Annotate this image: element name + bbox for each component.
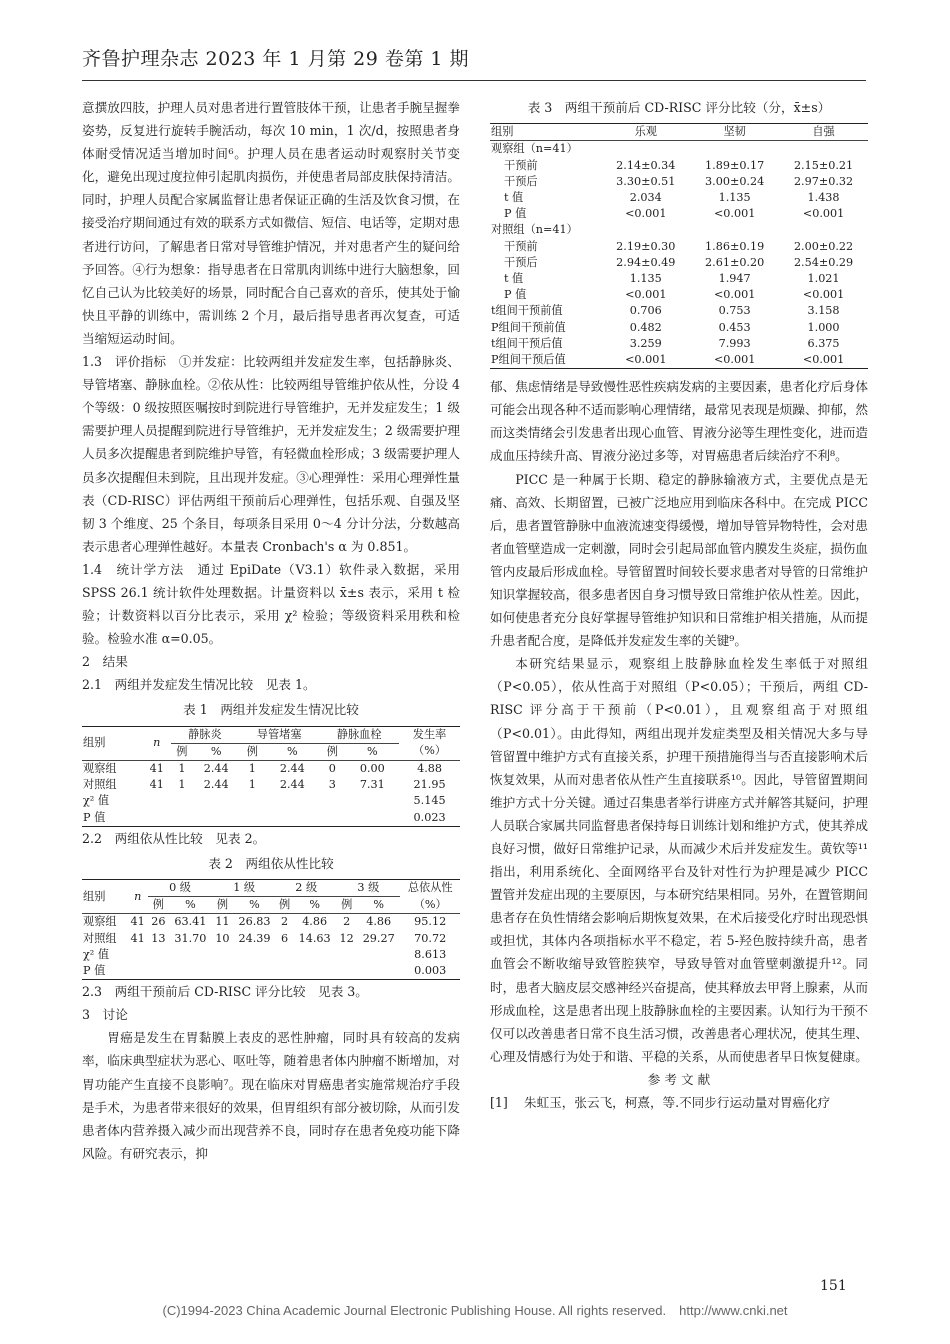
cell: 2.44 <box>203 761 229 775</box>
t1-sub-rate-unit: （%） <box>413 744 447 758</box>
cell: 3 <box>328 778 336 792</box>
table-row <box>490 320 868 336</box>
cell: 4.86 <box>302 915 328 929</box>
cell: 10 <box>215 931 230 945</box>
table3 <box>490 123 868 369</box>
cell: 3.30±0.51 <box>616 174 676 188</box>
table-row <box>490 336 868 352</box>
t1-head-g2: 导管堵塞 <box>239 726 319 743</box>
cell: P组间干预后值 <box>491 352 566 366</box>
cell: 0 <box>328 761 336 775</box>
cell: 95.12 <box>414 915 447 929</box>
cell: <0.001 <box>625 288 667 302</box>
cell: 31.70 <box>174 931 207 945</box>
cell: 0.482 <box>629 320 662 334</box>
cell: 2.14±0.34 <box>616 158 676 172</box>
cell: P组间干预前值 <box>491 320 566 334</box>
cell: 干预后 <box>504 255 538 269</box>
cell: 0.453 <box>718 320 751 334</box>
cell: 6.375 <box>807 336 840 350</box>
cell: <0.001 <box>625 207 667 221</box>
table3-caption: 表 3 两组干预前后 CD-RISC 评分比较（分，x̄±s） <box>527 100 831 115</box>
cell: 2.94±0.49 <box>616 255 676 269</box>
paragraph: PICC 是一种属于长期、稳定的静脉输液方式，主要优点是无痛、高效、长期留置，已被广泛地应用到临床各科中。在完成 PICC 后，患者置管静脉中血液流速变得缓慢，增加导管异物特性，会对患者血管壁造成一定刺激，同时会引起局部血管内膜发生炎症，损伤血管内皮最后形成血栓。导管留置时间较长要求患者对导管的日常维护知识掌握较高，很多患者因自身习惯导致日常维护依从性差。因此，如何使患者充分良好掌握导管维护知识和日常维护相关措施，从而提升患者配合度，是降低并发症发生率的关键⁹。 <box>490 471 868 649</box>
cell: P 值 <box>83 810 106 824</box>
cell: <0.001 <box>625 352 667 366</box>
reference-text: 朱虹玉，张云飞，柯熹，等.不同步行运动量对胃癌化疗 <box>524 1095 831 1111</box>
table-row <box>490 352 868 369</box>
table-row <box>82 914 460 931</box>
t3-head: 乐观 <box>634 125 657 139</box>
t1-sub-ex: 例 <box>326 744 338 758</box>
cell: 7.31 <box>359 778 385 792</box>
table-row <box>490 206 868 222</box>
t1-head-group: 组别 <box>83 736 106 750</box>
cell: <0.001 <box>802 288 845 302</box>
paragraph: 胃癌是发生在胃黏膜上表皮的恶性肿瘤，同时具有较高的发病率，临床典型症状为恶心、呕吐等，随着患者体内肿瘤不断增加，对胃功能产生直接不良影响⁷。现在临床对胃癌患者实施常规治疗手段是手术，为患者带来很好的效果，但胃组织有部分被切除，从而引发患者体内营养摄入减少而出现营养不良，同时存在患者免疫功能下降风险。有研究表示，抑 <box>82 1030 460 1161</box>
reference-item <box>490 1091 868 1114</box>
cell: t组间干预前值 <box>491 304 563 318</box>
t2-head-group: 组别 <box>83 889 106 903</box>
cell: 观察组 <box>83 915 117 929</box>
cell: 0.00 <box>359 761 385 775</box>
table-row <box>490 255 868 271</box>
table-row <box>82 931 460 947</box>
cell: 2.00±0.22 <box>793 239 854 253</box>
cell: 对照组 <box>83 778 117 792</box>
cell: 2.44 <box>203 778 229 792</box>
page-number: 151 <box>820 1278 847 1294</box>
cell: 1 <box>178 778 186 792</box>
cell: χ² 值 <box>83 794 110 808</box>
left-column <box>82 96 460 1165</box>
cell: <0.001 <box>713 288 756 302</box>
cell: 0.003 <box>414 963 447 977</box>
header-rule <box>82 80 866 81</box>
cell: 干预后 <box>504 174 538 188</box>
table2-caption: 表 2 两组依从性比较 <box>208 855 334 871</box>
cell: 观察组 <box>83 761 117 775</box>
cell: t 值 <box>504 190 524 204</box>
cell: 1.947 <box>718 271 751 285</box>
paragraph: 郁、焦虑情绪是导致慢性恶性疾病发病的主要因素，患者化疗后身体可能会出现各种不适而影响心理情绪，最常见表现是烦躁、抑郁，然而这类情绪会引发患者出现心血管、胃液分泌等生理性变化，进而造成血压持续升高、胃液分泌过多等，对胃癌患者后续治疗不利⁸。 <box>490 379 868 464</box>
t1-head-g3: 静脉血栓 <box>319 726 399 743</box>
t1-sub-ex: 例 <box>246 744 258 758</box>
cell: 29.27 <box>362 931 395 945</box>
t2-head-g1: 1 级 <box>212 879 276 896</box>
cell: 1.000 <box>807 320 840 334</box>
table1 <box>82 726 460 827</box>
table-row <box>490 303 868 319</box>
cell: 2 <box>343 915 351 929</box>
t2-sub-pct: % <box>309 898 320 912</box>
cell: <0.001 <box>802 352 845 366</box>
table-row <box>490 287 868 303</box>
table-row <box>490 158 868 174</box>
references-title: 参 考 文 献 <box>647 1071 711 1087</box>
cell: 5.145 <box>413 794 446 808</box>
cell: 1.438 <box>807 190 840 204</box>
cell: 2.44 <box>279 778 305 792</box>
cell: 26.83 <box>238 915 271 929</box>
t2-sub-ex: 例 <box>216 898 229 912</box>
copyright-footer: (C)1994-2023 China Academic Journal Electronic Publishing House. All rights reserved. http://www.cnki.net <box>162 1303 788 1318</box>
paragraph: 本研究结果显示，观察组上肢静脉血栓发生率低于对照组（P<0.05），依从性高于对照组（P<0.05）；干预后，两组 CD-RISC 评分高于干预前（P<0.01），且观察组高于对照组（P<0.01）。由此得知，两组出现并发症类型及相关情况大多与导管留置中维护方式有直接关系，护理干预措施得当与否直接影响术后恢复效果，从而对患者依从性产生直接联系¹⁰。因此，导管留置期间维护方式十分关键。通过召集患者举行讲座方式并解答其疑问，护理人员联合家属共同监督患者保持每日训练计划和维护方式，使其养成良好习惯，做好日常维护记录，从而减少术后并发症发生。黄钦等¹¹指出，利用系统化、全面网络平台及针对性行为护理是减少 PICC 置管并发症出现的主要原因，与本研究结果相同。另外，在置管期间患者存在负性情绪会影响后期恢复效果，在术后接受化疗时出现恐惧或担忧，其体内各项指标水平不稳定，若 5-羟色胺持续升高，患者血管会不断收缩导致管腔狭窄，导致导管对血管壁刺激提升¹²。同时，患者大脑皮层交感神经兴奋提高，使其释放去甲肾上腺素，从而形成血栓，这是患者出现上肢静脉血栓的主要因素。认知行为干预不仅可以改善患者日常不良生活习惯，改善患者心理状况，使其生理、心理及情感行为处于和谐、平稳的关系，从而使患者早日恢复健康。 <box>490 656 868 1064</box>
reference-number: [1] <box>490 1095 508 1111</box>
journal-header: 齐鲁护理杂志 2023 年 1 月第 29 卷第 1 期 <box>82 48 470 70</box>
table-row <box>82 793 460 809</box>
cell: 41 <box>130 931 145 945</box>
cell: 干预前 <box>504 239 538 253</box>
t3-group-label: 对照组（n=41） <box>491 223 578 237</box>
cell: <0.001 <box>713 352 756 366</box>
table-row <box>82 963 460 980</box>
t2-head-total: 总依从性 <box>407 881 453 895</box>
paragraph: 意撰放四肢，护理人员对患者进行置管肢体干预，让患者手腕呈握拳姿势，反复进行旋转手腕活动，每次 10 min，1 次/d，按照患者身体耐受情况适当增加时间⁶。护理人员在患者运动时观察肘关节变化，避免出现过度拉伸引起肌肉损伤，并使患者局部皮肤保持清洁。同时，护理人员配合家属监督让患者保证正确的生活及饮食习惯，在接受治疗期间通过有效的联系方式如微信、短信、电话等，定期对患者进行访问，了解患者日常对导管维护情况，并对患者产生的疑问给予回答。④行为想象：指导患者在日常肌肉训练中进行大脑想象，回忆自己认为比较美好的场景，同时配合自己喜欢的音乐，使其处于愉快且平静的训练中，需训练 2 个月，最后指导患者再次复查，可适当缩短运动时间。 <box>82 100 460 346</box>
cell: P 值 <box>83 963 106 977</box>
t3-head: 自强 <box>812 125 835 139</box>
cell: 8.613 <box>414 947 447 961</box>
cell: 2 <box>281 915 289 929</box>
t1-head-n: n <box>153 736 161 750</box>
t1-head-g1: 静脉炎 <box>171 726 240 743</box>
cell: 1.86±0.19 <box>705 239 765 253</box>
section-1-3: 1.3 评价指标 ①并发症：比较两组并发症发生率，包括静脉炎、导管堵塞、静脉血栓。②依从性：比较两组导管维护依从性，分设 4 个等级：0 级按照医嘱按时到院进行导管维护，无并发症发生；1 级需要护理人员提醒到院进行导管维护，无并发症发生；2 级需要护理人员多次提醒患者到院维护导管，有轻微血栓形成；3 级需要护理人员多次提醒但未到院，且出现并发症。③心理弹性：采用心理弹性量表（CD-RISC）评估两组干预前后心理弹性，包括乐观、自强及坚韧 3 个维度、25 个条目，每项条目采用 0～4 分计分法，分数越高表示患者心理弹性越好。本量表 Cronbach's α 为 0.851。 <box>82 354 460 554</box>
cell: 3.00±0.24 <box>705 174 765 188</box>
cell: 0.023 <box>413 810 446 824</box>
t1-sub-pct: % <box>366 744 378 758</box>
table2 <box>82 879 460 980</box>
t3-head: 组别 <box>491 125 514 139</box>
cell: 2.61±0.20 <box>705 255 765 269</box>
cell: 1.135 <box>629 271 662 285</box>
cell: P 值 <box>504 207 527 221</box>
table1-caption: 表 1 两组并发症发生情况比较 <box>183 702 359 718</box>
cell: t 值 <box>504 271 524 285</box>
cell: 6 <box>281 931 289 945</box>
cell: 63.41 <box>174 915 207 929</box>
cell: 2.97±0.32 <box>793 174 854 188</box>
t2-sub-ex: 例 <box>152 898 164 912</box>
t2-head-g2: 2 级 <box>276 879 336 896</box>
t3-group-label: 观察组（n=41） <box>491 142 578 156</box>
t2-head-g0: 0 级 <box>148 879 212 896</box>
cell: 13 <box>151 931 166 945</box>
cell: 1 <box>248 778 256 792</box>
cell: 41 <box>130 915 145 929</box>
table-row <box>82 947 460 963</box>
t2-head-g3: 3 级 <box>336 879 400 896</box>
cell: 1.021 <box>807 271 840 285</box>
cell: 21.95 <box>413 778 446 792</box>
table-row <box>490 174 868 190</box>
table-row <box>490 190 868 206</box>
t2-sub-pct: % <box>185 898 196 912</box>
cell: 4.86 <box>366 915 392 929</box>
cell: 3.158 <box>807 304 840 318</box>
cell: t组间干预后值 <box>491 336 563 350</box>
t2-sub-ex: 例 <box>341 898 353 912</box>
cell: 24.39 <box>238 931 271 945</box>
t3-head: 坚韧 <box>723 125 746 139</box>
cell: 41 <box>149 778 164 792</box>
heading-2-1: 2.1 两组并发症发生情况比较 见表 1。 <box>82 677 316 693</box>
cell: 41 <box>149 761 164 775</box>
cell: 2.19±0.30 <box>616 239 676 253</box>
cell: <0.001 <box>802 207 845 221</box>
cell: 2.15±0.21 <box>793 158 854 172</box>
table-row <box>490 271 868 287</box>
cell: 4.88 <box>417 761 443 775</box>
cell: 0.753 <box>718 304 751 318</box>
section-1-4: 1.4 统计学方法 通过 EpiDate（V3.1）软件录入数据，采用 SPSS 26.1 统计软件处理数据。计量资料以 x̄±s 表示，采用 t 检验；计数资料以百分比表示，采用 χ² 检验；等级资料采用秩和检验。检验水准 α=0.05。 <box>82 561 460 647</box>
cell: <0.001 <box>713 207 756 221</box>
cell: 2.44 <box>279 761 305 775</box>
cell: 2.034 <box>629 190 662 204</box>
cell: 1 <box>178 761 186 775</box>
t1-head-rate: 发生率 <box>412 727 447 741</box>
cell: 26 <box>151 915 166 929</box>
t2-sub-total-unit: （%） <box>413 897 447 911</box>
heading-2-2: 2.2 两组依从性比较 见表 2。 <box>82 830 266 846</box>
heading-results: 2 结果 <box>82 654 128 670</box>
cell: 1.135 <box>718 190 751 204</box>
table-row <box>82 810 460 827</box>
cell: 7.993 <box>718 336 751 350</box>
cell: 3.259 <box>629 336 662 350</box>
right-column <box>490 96 868 1114</box>
t2-head-n: n <box>134 889 142 903</box>
cell: 0.706 <box>629 304 662 318</box>
cell: 12 <box>339 931 354 945</box>
t1-sub-ex: 例 <box>176 744 188 758</box>
table-row <box>82 760 460 777</box>
cell: 70.72 <box>414 931 447 945</box>
heading-2-3: 2.3 两组干预前后 CD-RISC 评分比较 见表 3。 <box>82 984 368 1000</box>
heading-discussion: 3 讨论 <box>82 1007 128 1023</box>
cell: P 值 <box>504 288 527 302</box>
cell: χ² 值 <box>83 947 110 961</box>
t2-sub-ex: 例 <box>278 898 291 912</box>
cell: 干预前 <box>504 158 538 172</box>
table-row <box>82 777 460 793</box>
cell: 2.54±0.29 <box>793 255 854 269</box>
t1-sub-pct: % <box>287 744 298 758</box>
cell: 对照组 <box>83 931 117 945</box>
cell: 11 <box>215 915 230 929</box>
cell: 1.89±0.17 <box>705 158 765 172</box>
t2-sub-pct: % <box>249 898 260 912</box>
cell: 14.63 <box>298 931 331 945</box>
cell: 1 <box>248 761 256 775</box>
t1-sub-pct: % <box>210 744 222 758</box>
table-row <box>490 239 868 255</box>
t2-sub-pct: % <box>373 898 385 912</box>
